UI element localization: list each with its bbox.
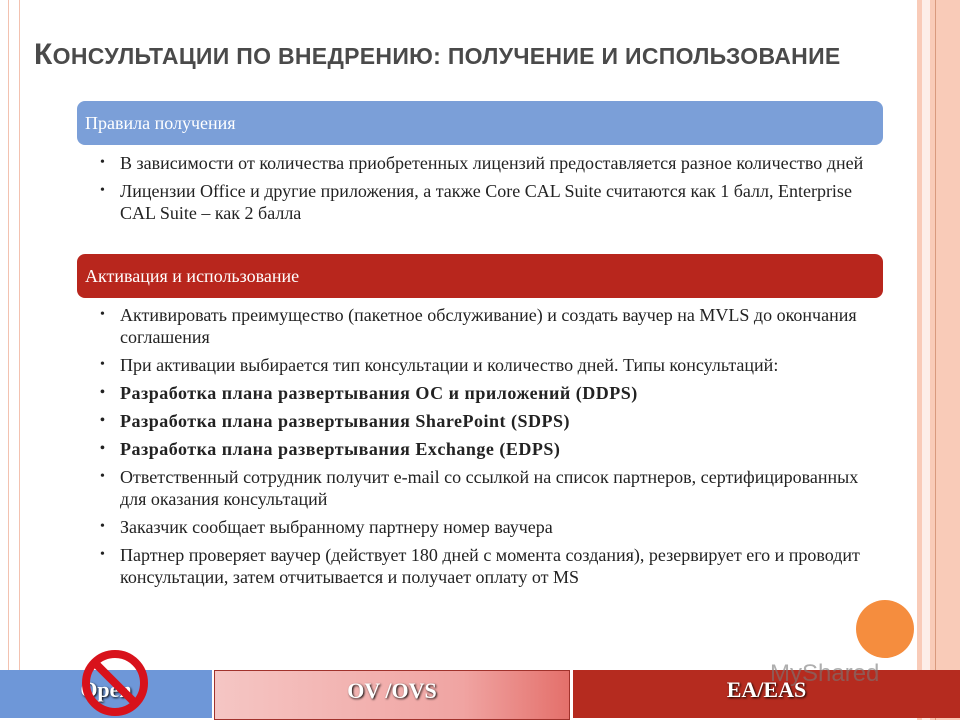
list-item: • Лицензии Office и другие приложения, а также Core CAL Suite считаются как 1 балл, Enterprise CAL Suite – как 2 балла <box>100 180 880 224</box>
list-item: • Разработка плана развертывания Exchange (EDPS) <box>100 438 880 460</box>
slide-title <box>34 38 841 72</box>
title-rest: ОНСУЛЬТАЦИИ ПО ВНЕДРЕНИЮ: ПОЛУЧЕНИЕ И ИСПОЛЬЗОВАНИЕ <box>52 43 841 69</box>
list-item: • Активировать преимущество (пакетное обслуживание) и создать ваучер на MVLS до окончания соглашения <box>100 304 880 348</box>
watermark: MyShared <box>770 660 880 687</box>
orange-circle-decoration <box>856 600 914 658</box>
rules-list <box>100 152 880 230</box>
prohibited-icon <box>80 648 150 718</box>
list-item: • Разработка плана развертывания ОС и приложений (DDPS) <box>100 382 880 404</box>
tab-ea-eas[interactable]: EA/EAS <box>573 670 960 718</box>
left-border <box>8 0 20 700</box>
list-item: • Партнер проверяет ваучер (действует 180 дней с момента создания), резервирует его и проводит консультации, затем отчитывается и получает оплату от MS <box>100 544 880 588</box>
list-item: • Заказчик сообщает выбранному партнеру номер ваучера <box>100 516 880 538</box>
tab-ov-ovs[interactable]: OV /OVS <box>214 670 570 720</box>
activation-list <box>100 304 880 594</box>
section-header-activation: Активация и использование <box>77 254 883 298</box>
tab-open[interactable]: Open <box>0 670 212 718</box>
list-item: • В зависимости от количества приобретенных лицензий предоставляется разное количество дней <box>100 152 880 174</box>
list-item: • Ответственный сотрудник получит e-mail со ссылкой на список партнеров, сертифицированных для оказания консультаций <box>100 466 880 510</box>
right-border <box>917 0 960 720</box>
section-header-rules: Правила получения <box>77 101 883 145</box>
list-item: • Разработка плана развертывания SharePoint (SDPS) <box>100 410 880 432</box>
title-initial: К <box>34 38 53 71</box>
list-item: • При активации выбирается тип консультации и количество дней. Типы консультаций: <box>100 354 880 376</box>
